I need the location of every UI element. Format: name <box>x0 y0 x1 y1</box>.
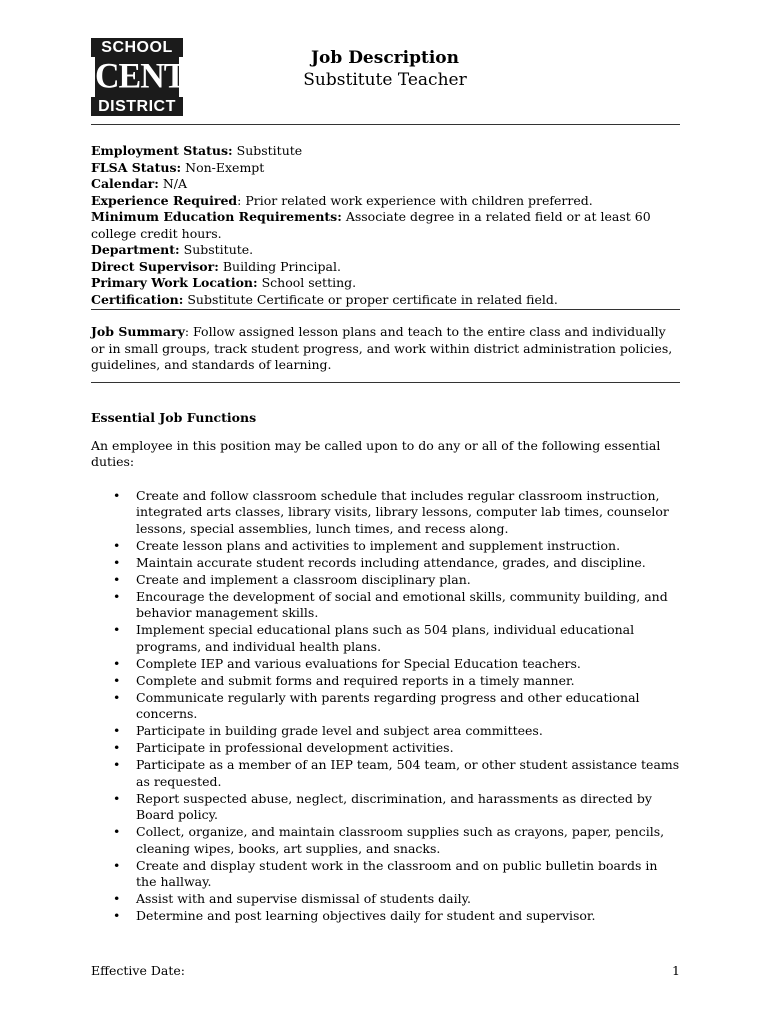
field-label: Calendar: <box>91 176 159 191</box>
document-title: Job Description <box>311 48 459 68</box>
job-summary <box>91 324 681 374</box>
school-center-district-logo <box>91 38 231 116</box>
field-flsa-status <box>91 160 681 177</box>
field-experience-required <box>91 193 681 210</box>
list-item: • Report suspected abuse, neglect, discrimination, and harassments as directed by Board policy. <box>91 791 681 824</box>
divider-fields <box>91 309 680 310</box>
field-value: N/A <box>158 176 188 191</box>
page-number: 1 <box>672 963 680 978</box>
field-label: Direct Supervisor: <box>91 258 219 274</box>
field-minimum-education <box>91 209 681 242</box>
list-item: • Communicate regularly with parents regarding progress and other educational concerns. <box>91 690 681 723</box>
list-item: • Determine and post learning objectives daily for student and supervisor. <box>91 908 681 925</box>
field-value: Substitute. <box>179 242 254 257</box>
field-label: Certification: <box>91 291 184 307</box>
field-value: Substitute Certificate or proper certificate in related field. <box>183 291 558 307</box>
document-header <box>250 47 520 91</box>
list-item: • Create and implement a classroom disciplinary plan. <box>91 572 681 589</box>
field-calendar <box>91 176 681 193</box>
field-employment-status <box>91 143 681 160</box>
field-label: Primary Work Location: <box>91 275 258 290</box>
job-summary-label: Job Summary <box>91 324 185 339</box>
list-item: • Participate as a member of an IEP team, 504 team, or other student assistance teams as requested. <box>91 757 681 790</box>
logo-band-top <box>91 38 183 57</box>
divider-summary <box>91 382 680 383</box>
list-item: • Create lesson plans and activities to implement and supplement instruction. <box>91 538 681 555</box>
field-department <box>91 242 681 259</box>
job-summary-paragraph <box>91 324 681 374</box>
field-label: Employment Status: <box>91 143 233 158</box>
field-label: Experience Required <box>91 192 238 208</box>
field-primary-work-location <box>91 275 681 292</box>
logo-band-middle <box>95 57 231 97</box>
field-value: School setting. <box>257 275 357 290</box>
list-item: • Participate in professional development activities. <box>91 740 681 757</box>
essential-functions-intro: An employee in this position may be called upon to do any or all of the following essential duties: <box>91 437 661 469</box>
list-item: • Complete and submit forms and required reports in a timely manner. <box>91 673 681 690</box>
logo-text-school: SCHOOL <box>101 39 173 56</box>
field-certification <box>91 292 681 309</box>
list-item: • Collect, organize, and maintain classroom supplies such as crayons, paper, pencils, cleaning wipes, books, art supplies, and snacks. <box>91 824 681 857</box>
field-value: Non-Exempt <box>181 159 265 175</box>
duties-list <box>91 488 681 925</box>
list-item: • Encourage the development of social and emotional skills, community building, and behavior management skills. <box>91 589 681 622</box>
list-item: • Assist with and supervise dismissal of students daily. <box>91 891 681 908</box>
field-label: Department: <box>91 242 180 257</box>
list-item: • Create and follow classroom schedule that includes regular classroom instruction, integrated arts classes, library visits, library lessons, computer lab times, counselor lessons, special assemblies, lunch times, and recess along. <box>91 488 681 538</box>
field-value: Substitute <box>232 143 303 158</box>
divider-header <box>91 124 680 125</box>
field-value: Associate degree in a related field or at least 60 college credit hours. <box>91 209 651 241</box>
effective-date-label: Effective Date: <box>91 963 185 978</box>
field-value: Building Principal. <box>218 258 341 274</box>
job-summary-text: : Follow assigned lesson plans and teach to the entire class and individually or in small groups, track student progress, and work within district administration policies, guidelines, and standards of learning. <box>91 324 673 372</box>
list-item: • Implement special educational plans such as 504 plans, individual educational programs, and individual health plans. <box>91 622 681 655</box>
field-label: FLSA Status: <box>91 159 182 175</box>
field-value: : Prior related work experience with children preferred. <box>237 192 593 208</box>
document-subtitle: Substitute Teacher <box>303 70 467 90</box>
job-details <box>91 143 681 308</box>
field-label: Minimum Education Requirements: <box>91 209 342 224</box>
essential-functions <box>91 410 681 925</box>
list-item: • Create and display student work in the classroom and on public bulletin boards in the hallway. <box>91 858 681 891</box>
logo-text-center: CENTER <box>95 57 231 96</box>
list-item: • Complete IEP and various evaluations for Special Education teachers. <box>91 656 681 673</box>
list-item: • Maintain accurate student records including attendance, grades, and discipline. <box>91 555 681 572</box>
logo-band-bottom <box>91 97 183 116</box>
field-direct-supervisor <box>91 259 681 276</box>
essential-functions-heading: Essential Job Functions <box>91 410 257 425</box>
logo-text-district: DISTRICT <box>98 98 176 115</box>
list-item: • Participate in building grade level and subject area committees. <box>91 723 681 740</box>
